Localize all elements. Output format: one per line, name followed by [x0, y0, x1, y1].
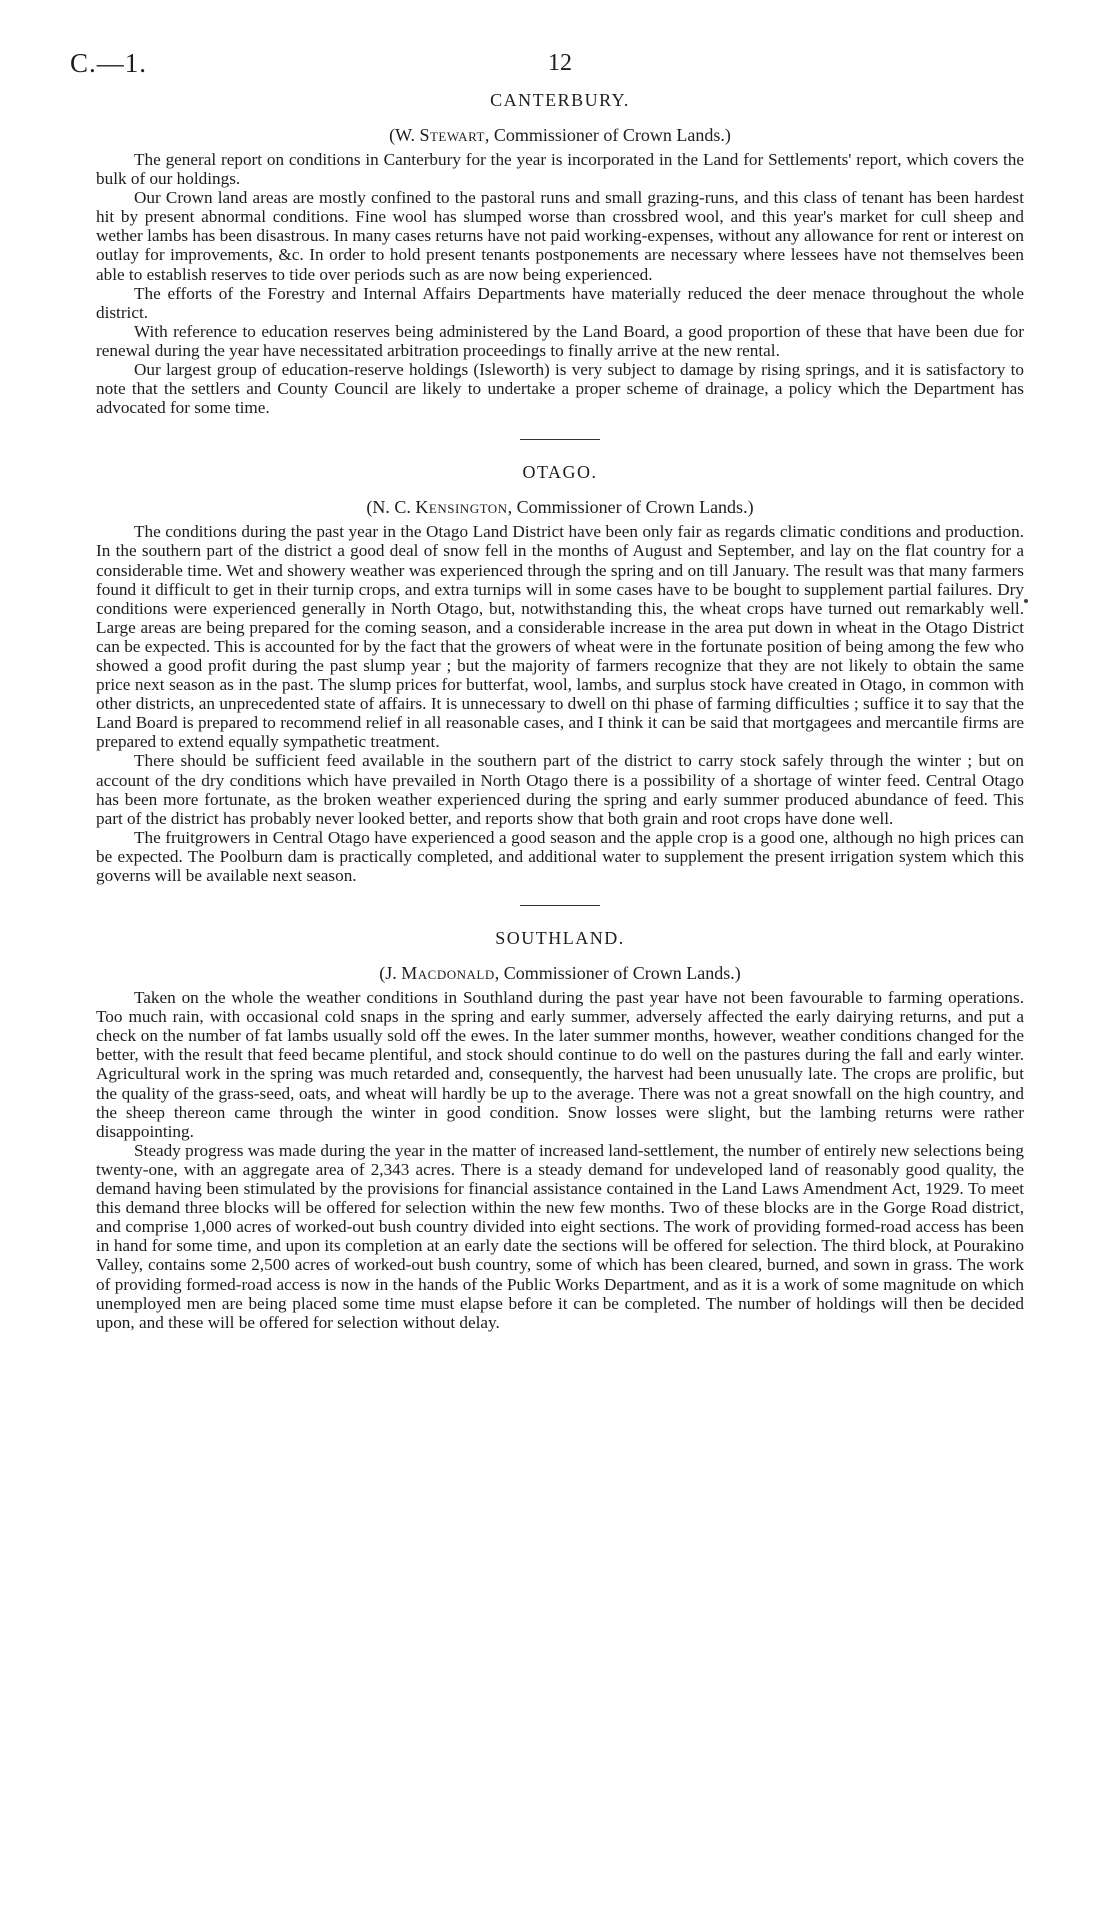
byline-southland — [96, 963, 1024, 984]
page-number: 12 — [548, 50, 572, 76]
page-header — [70, 38, 1024, 84]
paragraph: With reference to education reserves being administered by the Land Board, a good proportion of these that have been due for renewal during the year have necessitated arbitration proceedings to finally arrive at the new rental. — [96, 321, 1024, 360]
paragraph: There should be sufficient feed available in the southern part of the district to carry stock safely through the winter ; but on account of the dry conditions which have prevailed in North Otago there is a possibility of a shortage of winter feed. Central Otago has been more fortunate, as the broken weather experienced during the spring and early summer produced abundance of feed. This part of the district has probably never looked better, and reports show that both grain and root crops have done well. — [96, 751, 1024, 828]
byline-rest: , Commissioner of Crown Lands.) — [494, 963, 741, 984]
paragraph: The general report on conditions in Canterbury for the year is incorporated in the Land for Settlements' report, which covers the bulk of our holdings. — [96, 150, 1024, 189]
byline-open: (W. — [389, 125, 420, 145]
print-speck — [1024, 599, 1028, 603]
section-title-southland: SOUTHLAND. — [495, 928, 625, 949]
byline-rest: , Commissioner of Crown Lands.) — [507, 497, 754, 518]
commissioner-name: Kensington — [415, 497, 508, 518]
commissioner-name: Stewart — [419, 125, 485, 145]
section-title-otago: OTAGO. — [522, 462, 598, 483]
paragraph: Our largest group of education-reserve holdings (Isleworth) is very subject to damage by rising springs, and it is satisfactory to note that the settlers and County Council are likely to undertake a proper scheme of drainage, a policy which the Department has advocated for some time. — [96, 360, 1024, 418]
paragraph: The fruitgrowers in Central Otago have experienced a good season and the apple crop is a good one, although no high prices can be expected. The Poolburn dam is practically completed, and additional water to supplement the present irrigation system which this governs will be available next season. — [96, 827, 1024, 885]
byline-rest: , Commissioner of Crown Lands.) — [484, 125, 731, 145]
document-reference: C.—1. — [70, 48, 148, 78]
paragraph: Steady progress was made during the year in the matter of increased land-settlement, the number of entirely new selections being twenty-one, with an aggregate area of 2,343 acres. There is a steady demand for undeveloped land of reasonably good quality, the demand having been stimulated by the provisions for financial assistance contained in the Land Laws Amendment Act, 1929. To meet this demand three blocks will be offered for selection within the new few months. Two of these blocks are in the Gorge Road district, and comprise 1,000 acres of worked-out bush country divided into eight sections. The work of providing formed-road access has been in hand for some time, and upon its completion at an early date the sections will be offered for selection. The third block, at Pourakino Valley, contains some 2,500 acres of worked-out bush country, some of which has been cleared, burned, and sown in grass. The work of providing formed-road access is now in the hands of the Public Works Department, and as it is a work of some magnitude on which unemployed men are being placed some time must elapse before it can be completed. The number of holdings will then be decided upon, and these will be offered for selection without delay. — [96, 1140, 1024, 1332]
section-title-canterbury: CANTERBURY. — [490, 90, 630, 110]
byline-canterbury — [96, 125, 1024, 146]
section-canterbury — [96, 90, 1024, 417]
section-divider — [520, 905, 600, 906]
byline-open: (J. — [379, 963, 402, 984]
commissioner-name: Macdonald — [401, 963, 495, 984]
paragraph: Our Crown land areas are mostly confined to the pastoral runs and small grazing-runs, and this class of tenant has been hardest hit by present abnormal conditions. Fine wool has slumped worse than crossbred wool, and this year's market for cull sheep and wether lambs has been disastrous. In many cases returns have not paid working-expenses, without any allowance for rent or interest on outlay for improvements, &c. In order to hold present tenants postponements are necessary where lessees have not themselves been able to establish reserves to tide over periods such as are now being experienced. — [96, 188, 1024, 284]
document-page — [70, 38, 1024, 1332]
paragraph: The conditions during the past year in the Otago Land District have been only fair as regards climatic conditions and production. In the southern part of the district a good deal of snow fell in the months of August and September, and lay on the flat country for a considerable time. Wet and showery weather was experienced through the spring and on till January. The result was that many farmers found it difficult to get in their turnip crops, and extra turnips will in some cases have to be bought to supplement partial failures. Dry conditions were experienced generally in North Otago, but, notwithstanding this, the wheat crops have turned out remarkably well. Large areas are being prepared for the coming season, and a considerable increase in the area put down in wheat in the Otago District can be expected. This is accounted for by the fact that the growers of wheat were in the fortunate position of being among the few who showed a good profit during the past slump year ; but the majority of farmers recognize that they are not likely to obtain the same price next season as in the past. The slump prices for butterfat, wool, lambs, and surplus stock have created in Otago, in common with other districts, an unprecedented state of affairs. It is unnecessary to dwell on thi phase of farming difficulties ; suffice it to say that the Land Board is prepared to recommend relief in all reasonable cases, and I think it can be said that mortgagees and mercantile firms are prepared to extend equally sympathetic treatment. — [96, 522, 1024, 752]
section-divider — [520, 439, 600, 440]
byline-open: (N. C. — [366, 497, 416, 518]
section-southland — [96, 928, 1024, 1332]
paragraph: The efforts of the Forestry and Internal Affairs Departments have materially reduced the deer menace throughout the whole district. — [96, 283, 1024, 322]
paragraph: Taken on the whole the weather conditions in Southland during the past year have not been favourable to farming operations. Too much rain, with occasional cold snaps in the spring and early summer, adversely affected the early dairying returns, and put a check on the number of fat lambs usually sold off the ewes. In the later summer months, however, weather conditions changed for the better, with the result that feed became plentiful, and stock should continue to do well on the pastures during the fall and early winter. Agricultural work in the spring was much retarded and, consequently, the harvest had been unusually late. The crops are prolific, but the quality of the grass-seed, oats, and wheat will hardly be up to the average. There was not a great snowfall on the high country, and the sheep thereon came through the winter in good condition. Snow losses were slight, but the lambing returns were rather disappointing. — [96, 988, 1024, 1141]
byline-otago — [96, 497, 1024, 518]
section-otago — [96, 462, 1024, 885]
